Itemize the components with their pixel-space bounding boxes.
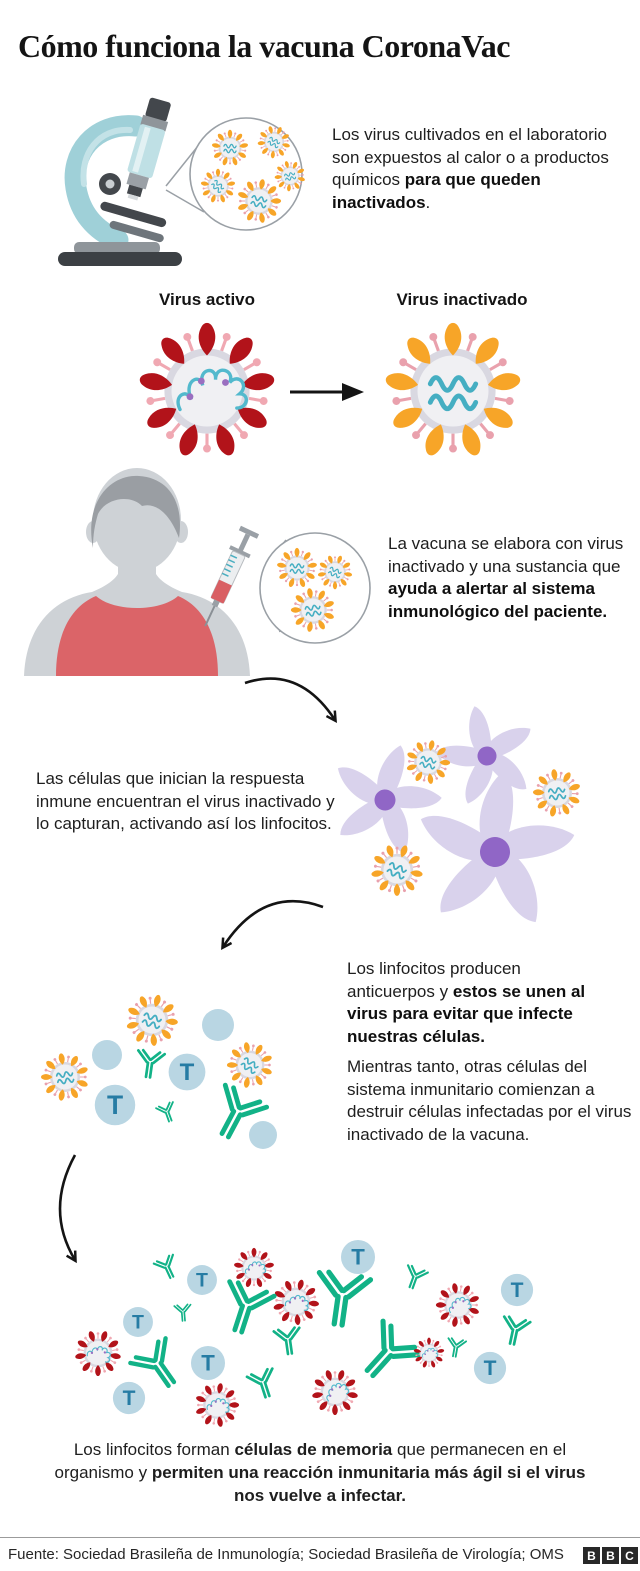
antibody-icon <box>154 1099 181 1126</box>
lab-text-run: . <box>425 192 431 212</box>
virus-inactivated-icon <box>37 1049 93 1104</box>
t-cell-icon <box>191 1346 225 1380</box>
virus-inactivated-icon <box>530 766 584 820</box>
vaccine-paragraph <box>388 533 638 623</box>
bbc-logo-block: C <box>621 1547 638 1564</box>
person-figure <box>24 468 250 676</box>
antibody-cluster <box>35 986 307 1168</box>
antibody-icon <box>444 1335 468 1359</box>
lymphocytes-text-bold: estos se unen al virus para evitar que infecte nuestras células. <box>347 981 586 1046</box>
t-cell-icon <box>169 1054 206 1091</box>
curved-arrow-icon <box>205 895 335 967</box>
page-title: Cómo funciona la vacuna CoronaVac <box>18 28 510 64</box>
t-cell-icon <box>113 1382 145 1414</box>
memory-text-bold: células de memoria <box>234 1440 393 1459</box>
memory-text-bold: permiten una reacción inmunitaria más ágil si el virus nos vuelve a infectar. <box>151 1463 586 1505</box>
footer-divider <box>0 1537 640 1538</box>
virus-active-icon <box>191 1379 242 1430</box>
antibody-icon <box>212 1273 280 1342</box>
lab-text-run: Los virus cultivados en el laboratorio son expuestos al calor o a productos químicos <box>332 125 609 189</box>
virus-inactivated-label: Virus inactivado <box>396 290 528 309</box>
virus-active-icon <box>305 1362 364 1421</box>
lymphocytes-text-run: Los linfocitos producen anticuerpos y <box>347 959 521 1001</box>
lab-text-bold: para que queden inactivados <box>332 170 541 212</box>
t-cell-icon <box>341 1240 375 1274</box>
memory-cell-cluster <box>50 1230 565 1448</box>
memory-paragraph <box>50 1438 590 1507</box>
vaccine-text-bold: ayuda a alertar al sistema inmunológico del paciente. <box>388 579 608 621</box>
antibody-icon <box>309 1263 376 1331</box>
cell-circle <box>92 1040 122 1070</box>
lab-magnifier-circle <box>142 104 320 246</box>
virus-active-icon <box>268 1274 325 1330</box>
memory-text-run: que permanecen en el organismo y <box>54 1440 567 1482</box>
t-cell-icon <box>474 1352 506 1384</box>
antibody-icon <box>173 1302 193 1323</box>
antibody-icon <box>133 1045 167 1080</box>
t-cell-icon <box>95 1085 135 1125</box>
virus-active-icon <box>432 1279 483 1330</box>
antibody-icon <box>271 1323 304 1357</box>
virus-active-icon <box>68 1323 127 1382</box>
virus-inactivated-icon <box>120 988 184 1051</box>
vaccine-text-run: La vacuna se elabora con virus inactivado y una sustancia que <box>388 534 624 576</box>
t-cell-icon <box>123 1307 153 1337</box>
memory-text-run: Los linfocitos forman <box>73 1440 235 1459</box>
dendritic-cell-cluster <box>335 696 635 931</box>
source-attribution: Fuente: Sociedad Brasileña de Inmunología; Sociedad Brasileña de Virología; OMS <box>8 1546 564 1563</box>
lab-paragraph <box>332 124 624 214</box>
antibody-icon <box>399 1261 430 1293</box>
vaccine-magnifier-circle <box>260 533 370 643</box>
virus-active-icon <box>128 312 286 470</box>
vaccination-figure <box>18 468 383 678</box>
cell-circle <box>202 1009 234 1041</box>
t-cell-icon <box>501 1274 533 1306</box>
capture-paragraph: Las células que inician la respuesta inmune encuentran el virus inactivado y lo capturan, activando así los linfocitos. <box>36 769 335 833</box>
virus-inactivated-icon <box>402 736 455 788</box>
antibody-icon <box>497 1312 533 1349</box>
antibody-icon <box>347 1312 429 1394</box>
bbc-logo-block: B <box>583 1547 600 1564</box>
cell-circle <box>249 1121 277 1149</box>
t-cell-icon <box>187 1265 217 1295</box>
lymphocytes-paragraph-1 <box>347 958 605 1048</box>
virus-active-label: Virus activo <box>158 290 256 309</box>
virus-inactivated-icon <box>374 312 532 470</box>
shirt <box>56 596 218 676</box>
antibody-icon <box>244 1363 283 1402</box>
virus-inactivated-icon <box>364 837 431 903</box>
antibody-icon <box>151 1251 183 1284</box>
arrow-right-icon <box>288 378 368 406</box>
lymphocytes-paragraph-2: Mientras tanto, otras células del sistema inmunitario comienzan a destruir células infectadas por el virus inactivado de la vacuna. <box>347 1057 632 1144</box>
bbc-logo-block: B <box>602 1547 619 1564</box>
bbc-logo <box>583 1547 638 1564</box>
